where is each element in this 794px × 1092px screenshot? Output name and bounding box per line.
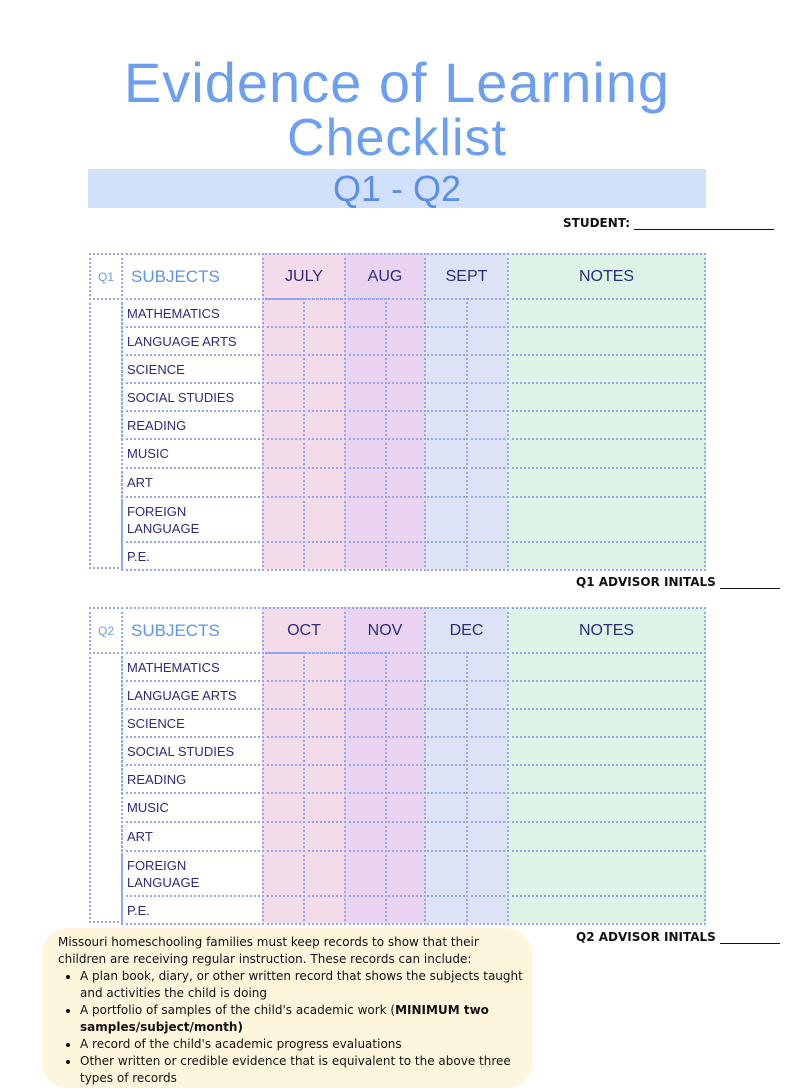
check-cell[interactable] bbox=[344, 764, 387, 794]
notes-cell[interactable] bbox=[507, 850, 706, 897]
notes-cell[interactable] bbox=[507, 541, 706, 571]
check-cell[interactable] bbox=[385, 821, 426, 852]
month-header: SEPT bbox=[424, 253, 509, 300]
check-cell[interactable] bbox=[303, 895, 346, 925]
check-cell[interactable] bbox=[303, 467, 346, 498]
subject-row-label: FOREIGN LANGUAGE bbox=[121, 850, 264, 897]
subject-row-label: ART bbox=[121, 467, 264, 498]
check-cell[interactable] bbox=[466, 467, 509, 498]
check-cell[interactable] bbox=[262, 708, 305, 738]
check-cell[interactable] bbox=[385, 438, 426, 469]
notes-cell[interactable] bbox=[507, 354, 706, 384]
title-line-1: Evidence of Learning bbox=[123, 51, 671, 114]
check-cell[interactable] bbox=[303, 821, 346, 852]
check-cell[interactable] bbox=[262, 541, 305, 571]
q2-advisor-field[interactable] bbox=[576, 930, 780, 944]
subject-row-label: LANGUAGE ARTS bbox=[121, 326, 264, 356]
check-cell[interactable] bbox=[424, 298, 468, 328]
student-field[interactable] bbox=[563, 216, 774, 230]
check-cell[interactable] bbox=[385, 382, 426, 412]
check-cell[interactable] bbox=[303, 680, 346, 710]
notes-cell[interactable] bbox=[507, 652, 706, 682]
check-cell[interactable] bbox=[303, 764, 346, 794]
subject-row-label: READING bbox=[121, 410, 264, 440]
check-cell[interactable] bbox=[385, 652, 426, 682]
subject-row-label: SCIENCE bbox=[121, 708, 264, 738]
notes-cell[interactable] bbox=[507, 792, 706, 823]
notes-cell[interactable] bbox=[507, 410, 706, 440]
check-cell[interactable] bbox=[303, 736, 346, 766]
subject-row-label: MATHEMATICS bbox=[121, 652, 264, 682]
check-cell[interactable] bbox=[424, 541, 468, 571]
q2-table bbox=[89, 607, 706, 923]
check-cell[interactable] bbox=[424, 354, 468, 384]
subject-row-label: SCIENCE bbox=[121, 354, 264, 384]
check-cell[interactable] bbox=[344, 354, 387, 384]
check-cell[interactable] bbox=[424, 680, 468, 710]
check-cell[interactable] bbox=[385, 467, 426, 498]
check-cell[interactable] bbox=[303, 652, 346, 682]
check-cell[interactable] bbox=[303, 354, 346, 384]
student-input-line[interactable] bbox=[634, 217, 774, 230]
check-cell[interactable] bbox=[466, 821, 509, 852]
notes-header: NOTES bbox=[507, 253, 706, 300]
bullet-text: A plan book, diary, or other written record that shows the subjects taught and activities the child is doing bbox=[80, 969, 523, 1000]
check-cell[interactable] bbox=[344, 821, 387, 852]
check-cell[interactable] bbox=[424, 895, 468, 925]
check-cell[interactable] bbox=[262, 792, 305, 823]
notes-header: NOTES bbox=[507, 607, 706, 654]
check-cell[interactable] bbox=[424, 736, 468, 766]
check-cell[interactable] bbox=[262, 410, 305, 440]
check-cell[interactable] bbox=[344, 326, 387, 356]
quarter-range-banner: Q1 - Q2 bbox=[88, 169, 706, 208]
check-cell[interactable] bbox=[385, 298, 426, 328]
check-cell[interactable] bbox=[466, 708, 509, 738]
check-cell[interactable] bbox=[385, 850, 426, 897]
check-cell[interactable] bbox=[303, 298, 346, 328]
check-cell[interactable] bbox=[303, 438, 346, 469]
subject-row-label: MATHEMATICS bbox=[121, 298, 264, 328]
notes-cell[interactable] bbox=[507, 764, 706, 794]
quarter-column bbox=[89, 652, 123, 923]
month-header: AUG bbox=[344, 253, 426, 300]
check-cell[interactable] bbox=[385, 680, 426, 710]
subject-row-label: SOCIAL STUDIES bbox=[121, 736, 264, 766]
advisor-input-line[interactable] bbox=[720, 576, 780, 589]
info-bullet bbox=[80, 1053, 528, 1087]
check-cell[interactable] bbox=[466, 541, 509, 571]
q1-table bbox=[89, 253, 706, 569]
subject-row-label: FOREIGN LANGUAGE bbox=[121, 496, 264, 543]
check-cell[interactable] bbox=[262, 382, 305, 412]
check-cell[interactable] bbox=[385, 541, 426, 571]
check-cell[interactable] bbox=[262, 895, 305, 925]
check-cell[interactable] bbox=[385, 895, 426, 925]
check-cell[interactable] bbox=[466, 736, 509, 766]
subject-row-label: P.E. bbox=[121, 541, 264, 571]
check-cell[interactable] bbox=[303, 792, 346, 823]
check-cell[interactable] bbox=[262, 736, 305, 766]
notes-cell[interactable] bbox=[507, 821, 706, 852]
bullet-text: A record of the child's academic progress evaluations bbox=[80, 1037, 402, 1051]
check-cell[interactable] bbox=[262, 680, 305, 710]
check-cell[interactable] bbox=[344, 895, 387, 925]
subject-row-label: P.E. bbox=[121, 895, 264, 925]
q1-advisor-field[interactable] bbox=[576, 575, 780, 589]
check-cell[interactable] bbox=[262, 764, 305, 794]
check-cell[interactable] bbox=[344, 850, 387, 897]
advisor-input-line[interactable] bbox=[720, 931, 780, 944]
check-cell[interactable] bbox=[344, 438, 387, 469]
check-cell[interactable] bbox=[344, 708, 387, 738]
notes-cell[interactable] bbox=[507, 708, 706, 738]
quarter-column bbox=[89, 298, 123, 569]
check-cell[interactable] bbox=[424, 792, 468, 823]
bullet-bold-text: MINIMUM two samples/subject/month) bbox=[80, 1003, 489, 1034]
check-cell[interactable] bbox=[424, 850, 468, 897]
info-list bbox=[58, 968, 528, 1087]
check-cell[interactable] bbox=[344, 792, 387, 823]
check-cell[interactable] bbox=[466, 850, 509, 897]
check-cell[interactable] bbox=[424, 821, 468, 852]
check-cell[interactable] bbox=[385, 736, 426, 766]
check-cell[interactable] bbox=[466, 764, 509, 794]
notes-cell[interactable] bbox=[507, 736, 706, 766]
check-cell[interactable] bbox=[303, 326, 346, 356]
check-cell[interactable] bbox=[262, 652, 305, 682]
info-text bbox=[58, 934, 528, 1087]
check-cell[interactable] bbox=[466, 410, 509, 440]
check-cell[interactable] bbox=[466, 326, 509, 356]
advisor-label: Q2 ADVISOR INITALS bbox=[576, 930, 716, 944]
notes-cell[interactable] bbox=[507, 680, 706, 710]
check-cell[interactable] bbox=[424, 326, 468, 356]
advisor-label: Q1 ADVISOR INITALS bbox=[576, 575, 716, 589]
check-cell[interactable] bbox=[424, 496, 468, 543]
check-cell[interactable] bbox=[303, 850, 346, 897]
info-bullet bbox=[80, 968, 528, 1002]
student-label: STUDENT: bbox=[563, 216, 631, 230]
check-cell[interactable] bbox=[466, 680, 509, 710]
check-cell[interactable] bbox=[303, 382, 346, 412]
check-cell[interactable] bbox=[424, 382, 468, 412]
title-line-2: Checklist bbox=[287, 109, 507, 167]
notes-cell[interactable] bbox=[507, 438, 706, 469]
info-bullet bbox=[80, 1036, 528, 1053]
check-cell[interactable] bbox=[344, 298, 387, 328]
notes-cell[interactable] bbox=[507, 298, 706, 328]
check-cell[interactable] bbox=[466, 895, 509, 925]
check-cell[interactable] bbox=[262, 354, 305, 384]
subjects-header: SUBJECTS bbox=[121, 253, 264, 300]
check-cell[interactable] bbox=[466, 652, 509, 682]
subject-row-label: MUSIC bbox=[121, 792, 264, 823]
subjects-header: SUBJECTS bbox=[121, 607, 264, 654]
check-cell[interactable] bbox=[262, 467, 305, 498]
check-cell[interactable] bbox=[303, 496, 346, 543]
check-cell[interactable] bbox=[262, 298, 305, 328]
check-cell[interactable] bbox=[303, 410, 346, 440]
bullet-text: A portfolio of samples of the child's academic work ( bbox=[80, 1003, 396, 1017]
quarter-label: Q2 bbox=[89, 607, 123, 654]
subject-row-label: LANGUAGE ARTS bbox=[121, 680, 264, 710]
check-cell[interactable] bbox=[344, 736, 387, 766]
check-cell[interactable] bbox=[262, 496, 305, 543]
check-cell[interactable] bbox=[466, 496, 509, 543]
month-header: JULY bbox=[262, 253, 346, 300]
check-cell[interactable] bbox=[385, 410, 426, 440]
check-cell[interactable] bbox=[466, 298, 509, 328]
check-cell[interactable] bbox=[466, 354, 509, 384]
info-intro: Missouri homeschooling families must keep records to show that their children are receiving regular instruction. These records can include: bbox=[58, 935, 479, 966]
info-bullet bbox=[80, 1002, 528, 1036]
check-cell[interactable] bbox=[303, 708, 346, 738]
check-cell[interactable] bbox=[262, 326, 305, 356]
check-cell[interactable] bbox=[466, 438, 509, 469]
check-cell[interactable] bbox=[344, 410, 387, 440]
bullet-text: Other written or credible evidence that is equivalent to the above three types of records bbox=[80, 1054, 511, 1085]
check-cell[interactable] bbox=[344, 496, 387, 543]
check-cell[interactable] bbox=[424, 652, 468, 682]
check-cell[interactable] bbox=[424, 438, 468, 469]
subject-row-label: MUSIC bbox=[121, 438, 264, 469]
notes-cell[interactable] bbox=[507, 326, 706, 356]
check-cell[interactable] bbox=[385, 708, 426, 738]
check-cell[interactable] bbox=[424, 764, 468, 794]
month-header: DEC bbox=[424, 607, 509, 654]
check-cell[interactable] bbox=[344, 541, 387, 571]
check-cell[interactable] bbox=[385, 496, 426, 543]
month-header: NOV bbox=[344, 607, 426, 654]
check-cell[interactable] bbox=[344, 680, 387, 710]
check-cell[interactable] bbox=[385, 764, 426, 794]
notes-cell[interactable] bbox=[507, 496, 706, 543]
check-cell[interactable] bbox=[385, 326, 426, 356]
notes-cell[interactable] bbox=[507, 895, 706, 925]
month-header: OCT bbox=[262, 607, 346, 654]
check-cell[interactable] bbox=[344, 652, 387, 682]
check-cell[interactable] bbox=[262, 850, 305, 897]
check-cell[interactable] bbox=[344, 382, 387, 412]
notes-cell[interactable] bbox=[507, 467, 706, 498]
check-cell[interactable] bbox=[466, 792, 509, 823]
check-cell[interactable] bbox=[262, 438, 305, 469]
check-cell[interactable] bbox=[466, 382, 509, 412]
notes-cell[interactable] bbox=[507, 382, 706, 412]
check-cell[interactable] bbox=[385, 354, 426, 384]
quarter-label: Q1 bbox=[89, 253, 123, 300]
subject-row-label: ART bbox=[121, 821, 264, 852]
check-cell[interactable] bbox=[344, 467, 387, 498]
check-cell[interactable] bbox=[424, 467, 468, 498]
check-cell[interactable] bbox=[303, 541, 346, 571]
subject-row-label: SOCIAL STUDIES bbox=[121, 382, 264, 412]
check-cell[interactable] bbox=[424, 410, 468, 440]
check-cell[interactable] bbox=[424, 708, 468, 738]
check-cell[interactable] bbox=[262, 821, 305, 852]
subject-row-label: READING bbox=[121, 764, 264, 794]
check-cell[interactable] bbox=[385, 792, 426, 823]
